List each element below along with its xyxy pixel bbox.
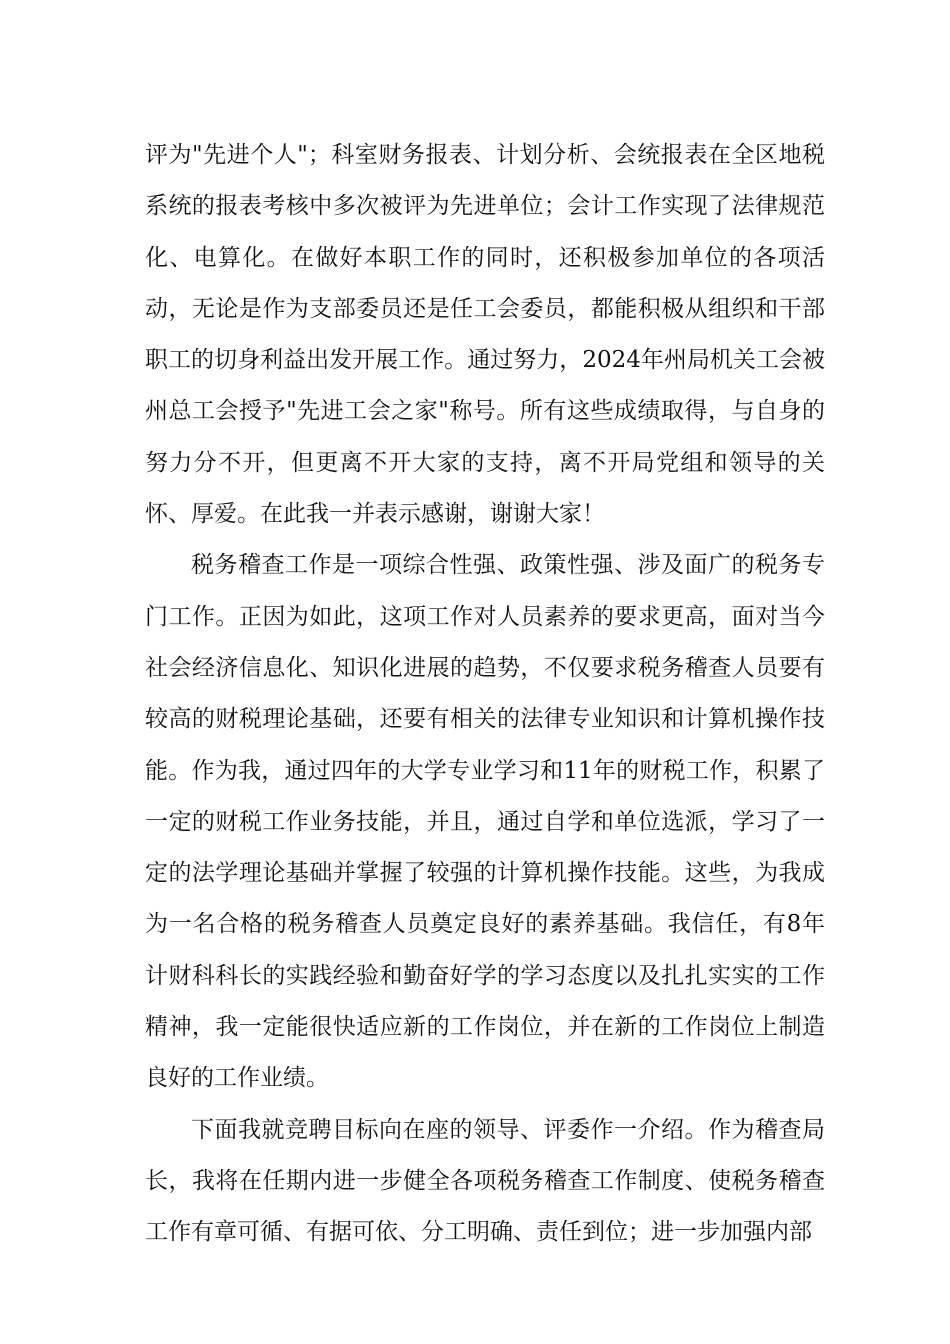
paragraph-1: 评为"先进个人"；科室财务报表、计划分析、会统报表在全区地税系统的报表考核中多次被评为先进单位；会计工作实现了法律规范化、电算化。在做好本职工作的同时，还积极参加单位的各项活动，无论是作为支部委员还是任工会委员，都能积极从组织和干部职工的切身利益出发开展工作。通过努力，2024年州局机关工会被州总工会授予"先进工会之家"称号。所有这些成绩取得，与自身的努力分不开，但更离不开大家的支持，离不开局党组和领导的关怀、厚爱。在此我一并表示感谢，谢谢大家！: [145, 142, 825, 528]
paragraph-2: 税务稽查工作是一项综合性强、政策性强、涉及面广的税务专门工作。正因为如此，这项工作对人员素养的要求更高，面对当今社会经济信息化、知识化进展的趋势，不仅要求税务稽查人员要有较高的财税理论基础，还要有相关的法律专业知识和计算机操作技能。作为我，通过四年的大学专业学习和11年的财税工作，积累了一定的财税工作业务技能，并且，通过自学和单位选派，学习了一定的法学理论基础并掌握了较强的计算机操作技能。这些，为我成为一名合格的税务稽查人员奠定良好的素养基础。我信任，有8年计财科科长的实践经验和勤奋好学的学习态度以及扎扎实实的工作精神，我一定能很快适应新的工作岗位，并在新的工作岗位上制造良好的工作业绩。: [145, 552, 825, 1092]
paragraph-3: 下面我就竞聘目标向在座的领导、评委作一介绍。作为稽查局长，我将在任期内进一步健全各项税务稽查工作制度、使税务稽查工作有章可循、有据可依、分工明确、责任到位；进一步加强内部: [145, 1116, 825, 1246]
document-body: [145, 130, 825, 1259]
